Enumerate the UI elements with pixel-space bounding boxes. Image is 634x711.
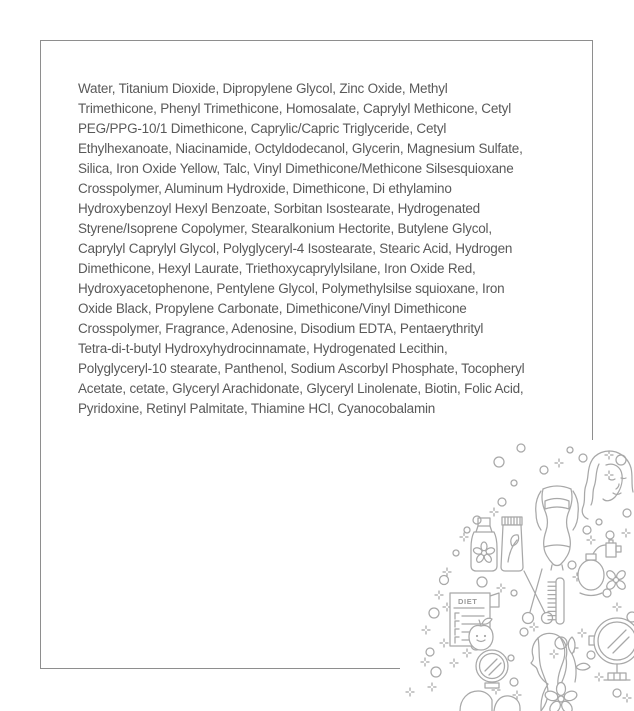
beauty-icons-illustration <box>400 440 634 711</box>
ingredient-line: Crosspolymer, Aluminum Hydroxide, Dimethicone, Di ethylamino <box>78 181 452 196</box>
perfume-atomizer-flower-icon <box>578 540 627 596</box>
ingredient-line: Trimethicone, Phenyl Trimethicone, Homosalate, Caprylyl Methicone, Cetyl <box>78 101 512 116</box>
ingredient-line: Caprylyl Caprylyl Glycol, Polyglyceryl-4 Isostearate, Stearic Acid, Hydrogen <box>78 241 513 256</box>
ingredient-line: Ethylhexanoate, Niacinamide, Octyldodecanol, Glycerin, Magnesium Sulfate, <box>78 141 523 156</box>
ingredient-line: Dimethicone, Hexyl Laurate, Triethoxycaprylylsilane, Iron Oxide Red, <box>78 261 476 276</box>
flower-icon <box>605 569 627 591</box>
ingredient-line: Pyridoxine, Retinyl Palmitate, Thiamine HCl, Cyanocobalamin <box>78 401 436 416</box>
ingredient-list-text <box>78 79 578 419</box>
ingredient-line: Tetra-di-t-butyl Hydroxyhydrocinnamate, Hydrogenated Lecithin, <box>78 341 448 356</box>
ingredient-line: PEG/PPG-10/1 Dimethicone, Caprylic/Capric Triglyceride, Cetyl <box>78 121 447 136</box>
cosmetic-bottle-tube-icon <box>471 517 523 571</box>
diet-plan-apple-icon <box>450 593 499 650</box>
diet-label: DIET <box>458 597 478 606</box>
ingredient-line: Water, Titanium Dioxide, Dipropylene Glycol, Zinc Oxide, Methyl <box>78 81 448 96</box>
scissors-comb-icon <box>523 569 565 624</box>
ingredient-line: Oxide Black, Propylene Carbonate, Dimethicone/Vinyl Dimethicone <box>78 301 467 316</box>
ingredient-line: Acetate, cetate, Glyceryl Arachidonate, Glyceryl Linolenate, Biotin, Folic Acid, <box>78 381 524 396</box>
woman-hair-flower-icon <box>531 633 590 711</box>
ingredient-line: Hydroxybenzoyl Hexyl Benzoate, Sorbitan Isostearate, Hydrogenated <box>78 201 480 216</box>
ingredient-line: Silica, Iron Oxide Yellow, Talc, Vinyl Dimethicone/Methicone Silsesquioxane <box>78 161 514 176</box>
flower-icon <box>544 683 578 711</box>
ingredient-line: Hydroxyacetophenone, Pentylene Glycol, Polymethylsilse squioxane, Iron <box>78 281 505 296</box>
vanity-mirror-icon <box>589 618 634 680</box>
ingredient-line: Polyglyceryl-10 stearate, Panthenol, Sodium Ascorbyl Phosphate, Tocopheryl <box>78 361 525 376</box>
ingredient-line: Crosspolymer, Fragrance, Adenosine, Disodium EDTA, Pentaerythrityl <box>78 321 484 336</box>
compact-mirror-icon <box>460 650 520 711</box>
bikini-body-icon <box>536 486 579 570</box>
ingredient-line: Styrene/Isoprene Copolymer, Stearalkonium Hectorite, Butylene Glycol, <box>78 221 492 236</box>
